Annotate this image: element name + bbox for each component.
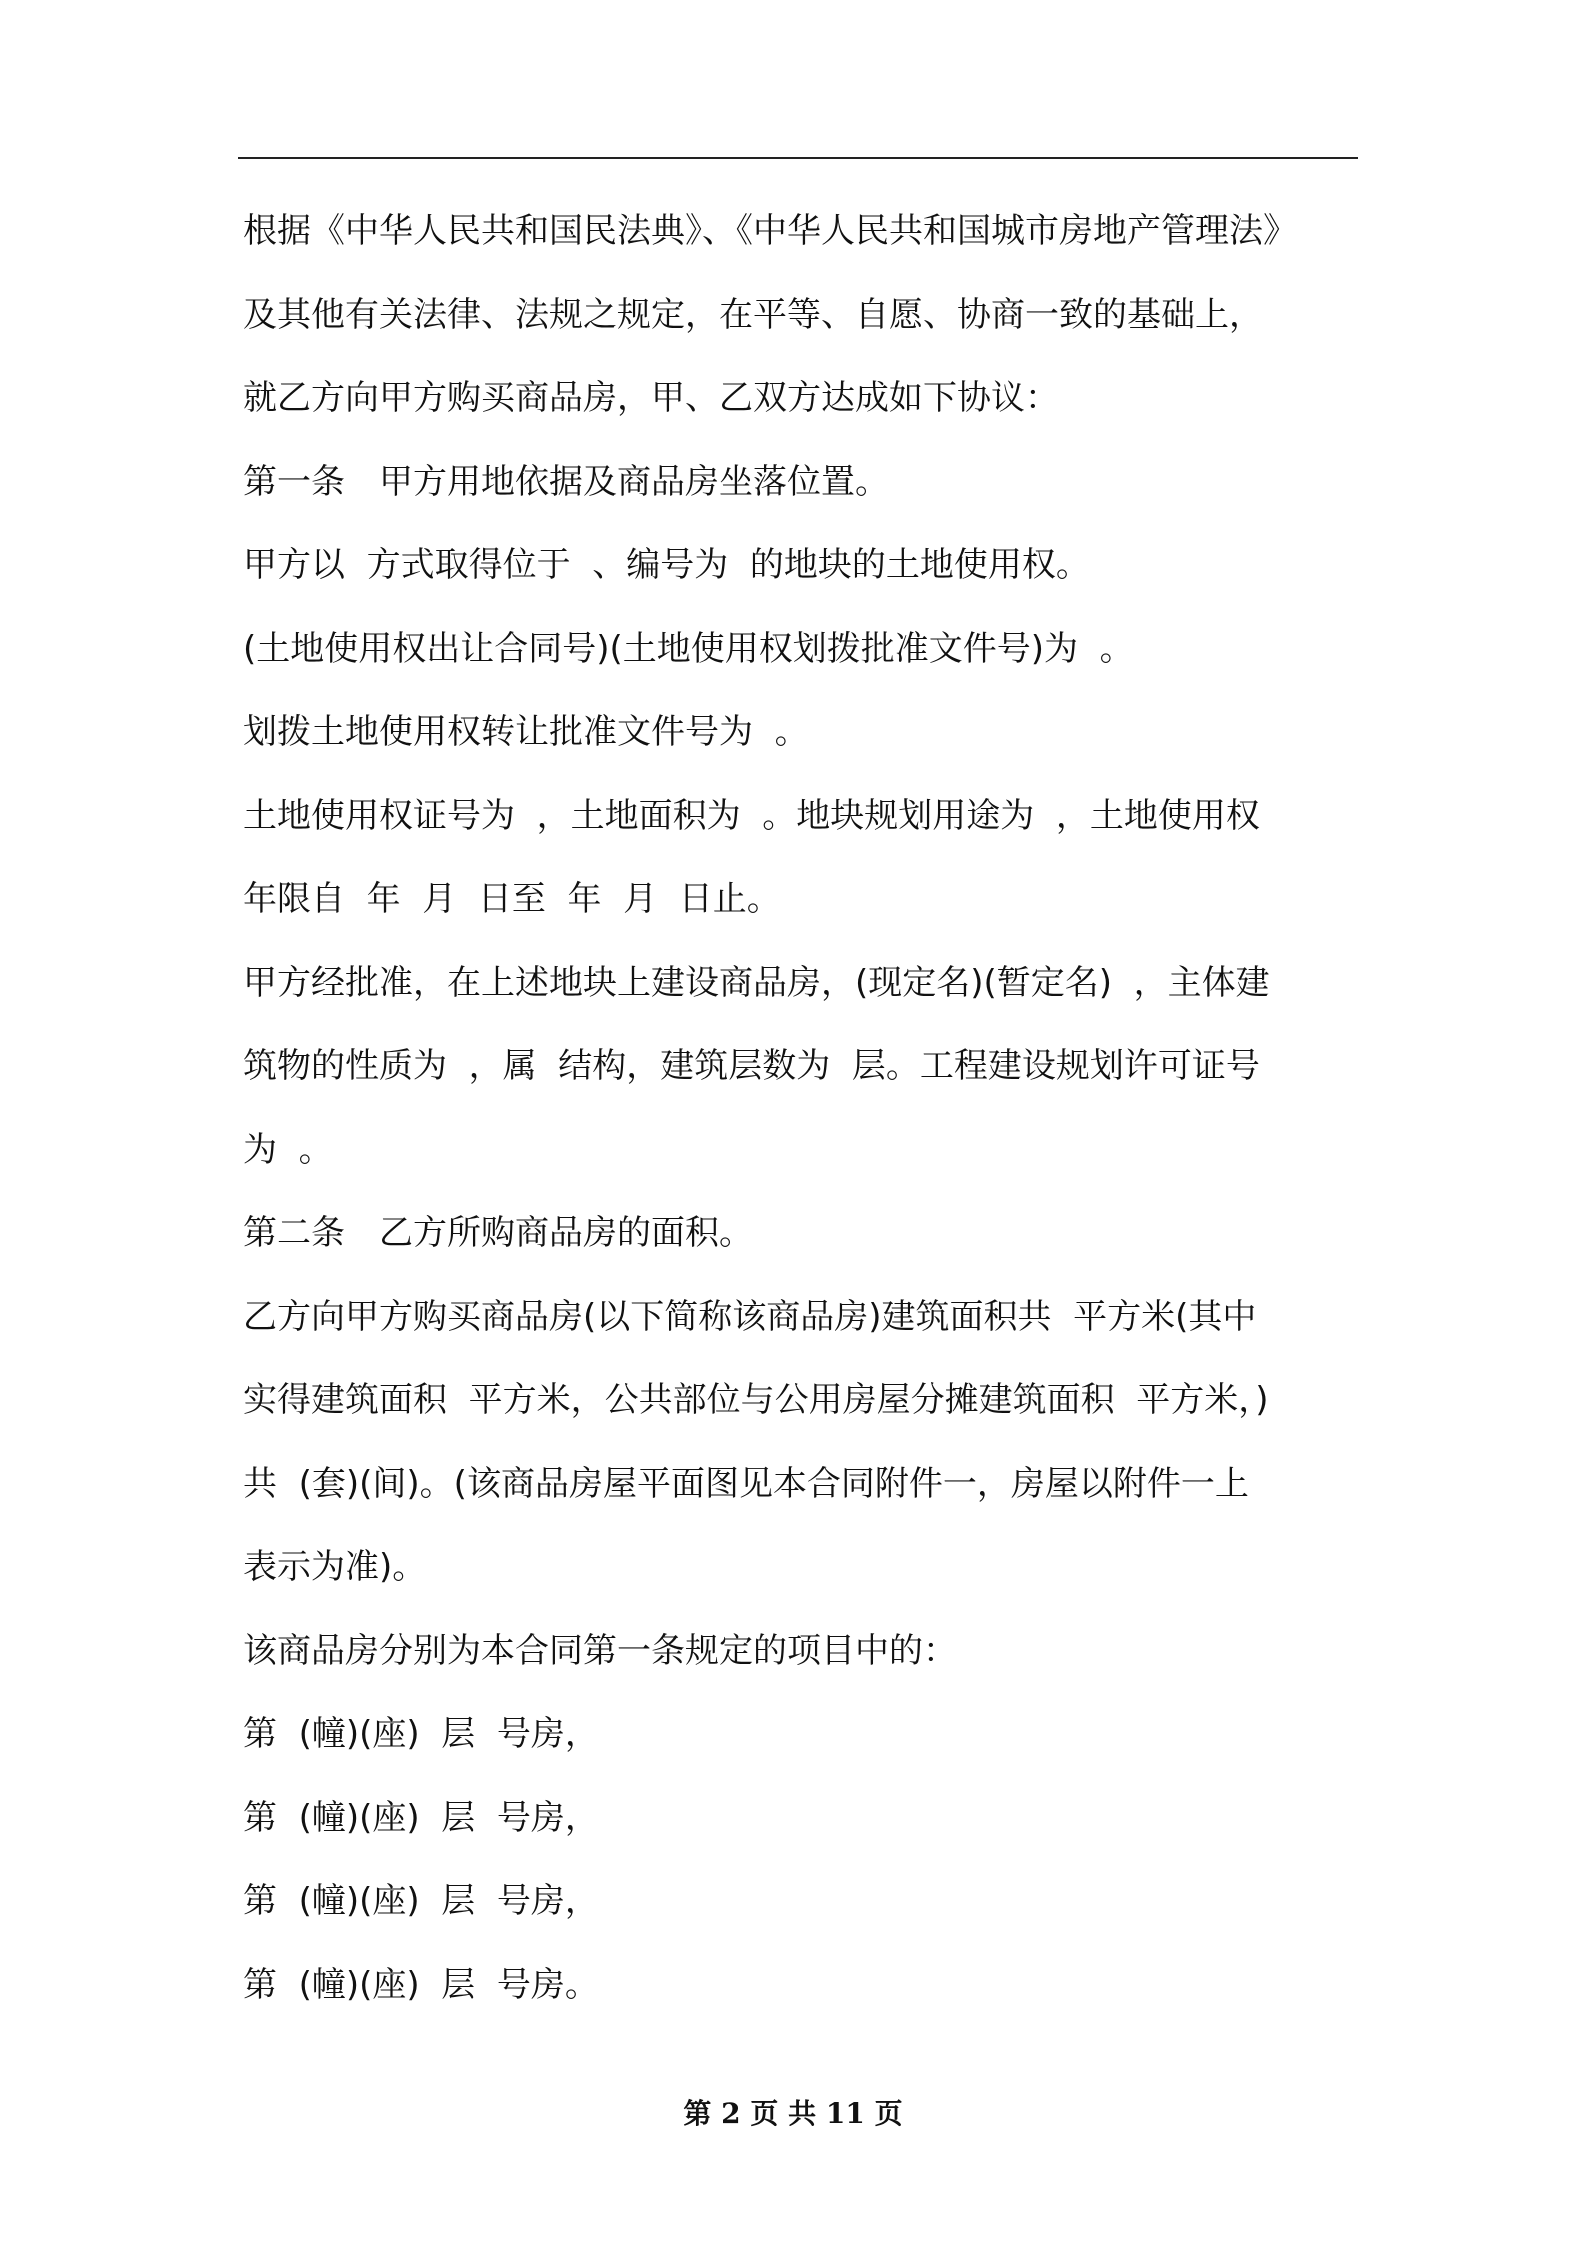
text-line: 乙方向甲方购买商品房(以下简称该商品房)建筑面积共 平方米(其中 (243, 1296, 1257, 1337)
text-line: (土地使用权出让合同号)(土地使用权划拨批准文件号)为 。 (243, 628, 1134, 669)
text-line: 筑物的性质为 ，属 结构，建筑层数为 层。工程建设规划许可证号 (243, 1046, 1260, 1086)
article-heading: 第一条 甲方用地依据及商品房坐落位置。 (243, 461, 889, 502)
unit-line: 第 (幢)(座) 层 号房， (243, 1881, 599, 1921)
text-line: 实得建筑面积 平方米，公共部位与公用房屋分摊建筑面积 平方米，) (243, 1380, 1269, 1420)
header-divider (238, 157, 1358, 159)
text-line: 为 。 (243, 1129, 333, 1170)
text-line: 土地使用权证号为 ，土地面积为 。地块规划用途为 ，土地使用权 (243, 795, 1260, 836)
unit-line: 第 (幢)(座) 层 号房， (243, 1714, 599, 1754)
unit-line: 第 (幢)(座) 层 号房， (243, 1797, 599, 1838)
text-line: 甲方经批准，在上述地块上建设商品房，(现定名)(暂定名) ，主体建 (243, 962, 1270, 1003)
unit-line: 第 (幢)(座) 层 号房。 (243, 1964, 599, 2005)
text-line: 共 (套)(间)。(该商品房屋平面图见本合同附件一，房屋以附件一上 (243, 1463, 1249, 1504)
text-line: 根据《中华人民共和国民法典》、《中华人民共和国城市房地产管理法》 (243, 211, 1297, 251)
text-line: 就乙方向甲方购买商品房，甲、乙双方达成如下协议： (243, 378, 1059, 418)
article-heading: 第二条 乙方所购商品房的面积。 (243, 1213, 753, 1253)
page-number-footer: 第 2 页 共 11 页 (683, 2097, 903, 2130)
text-line: 划拨土地使用权转让批准文件号为 。 (243, 712, 809, 752)
text-line: 该商品房分别为本合同第一条规定的项目中的： (243, 1630, 957, 1671)
document-body (243, 190, 1358, 2027)
text-line: 甲方以 方式取得位于 、编号为 的地块的土地使用权。 (243, 545, 1090, 585)
text-line: 年限自 年 月 日至 年 月 日止。 (243, 879, 781, 919)
text-line: 及其他有关法律、法规之规定，在平等、自愿、协商一致的基础上， (243, 294, 1263, 335)
text-line: 表示为准)。 (243, 1547, 427, 1587)
